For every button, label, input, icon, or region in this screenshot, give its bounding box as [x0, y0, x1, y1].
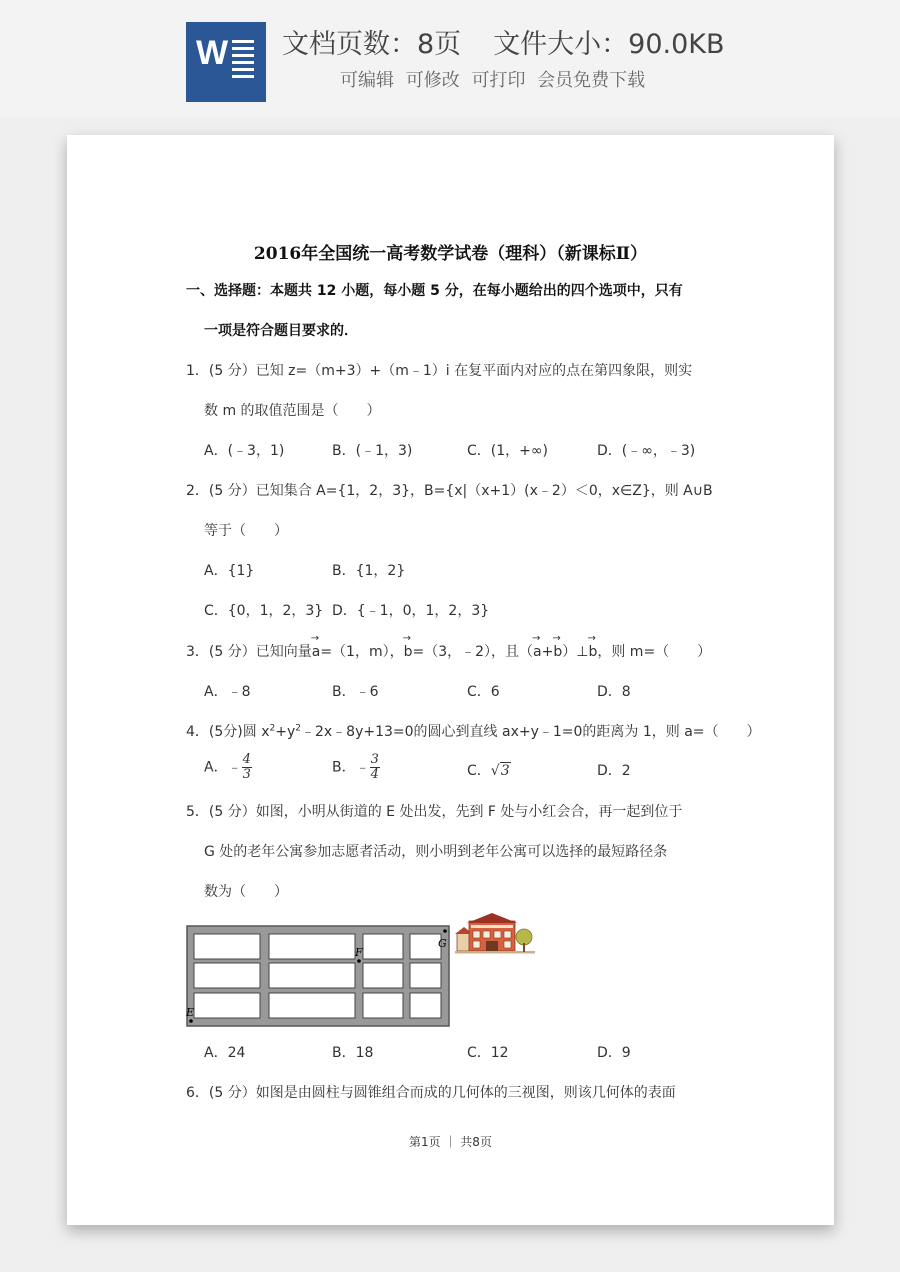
option-prefix: A．﹣ [204, 759, 242, 776]
logo-lines [232, 40, 254, 82]
question-1-option-b: B．(﹣1，3) [332, 443, 413, 459]
file-size: 文件大小：90.0KB [493, 29, 725, 60]
street-grid-figure [186, 925, 450, 1027]
document-page [67, 135, 834, 1225]
vector-a: → a [312, 644, 321, 660]
question-3-close: ）⊥ [562, 644, 589, 660]
question-2-option-c: C．{0，1，2，3} [204, 603, 324, 619]
radicand: 3 [500, 763, 510, 779]
square-root: √3 [490, 763, 510, 779]
label-e: E [186, 1006, 195, 1019]
header-banner [0, 0, 900, 118]
question-2-option-d: D．{﹣1，0，1，2，3} [332, 603, 490, 619]
question-4-text-3: ﹣2x﹣8y+13=0的圆心到直线 ax+y﹣1=0的距离为 1，则 a=（ ） [300, 724, 761, 740]
label-f: F [355, 946, 363, 959]
question-2-option-b: B．{1，2} [332, 563, 406, 579]
page-count: 文档页数：8页 [282, 29, 462, 60]
question-1-option-a: A．(﹣3，1) [204, 443, 285, 459]
question-3-plus: + [541, 644, 554, 660]
numerator: 3 [370, 752, 379, 767]
exponent: 2 [295, 723, 301, 734]
document-title: 2016年全国统一高考数学试卷（理科）（新课标Ⅱ） [253, 244, 648, 264]
question-5-option-a: A．24 [204, 1045, 246, 1061]
option-prefix: C． [467, 763, 491, 779]
question-1-option-c: C．(1，+∞) [467, 443, 548, 459]
point-f [357, 959, 361, 963]
question-4-option-d: D．2 [597, 763, 631, 779]
question-2-line1: 2．(5 分）已知集合 A={1，2，3}，B={x|（x+1）(x﹣2）＜0，x∈Z}，则 A∪B [186, 483, 713, 499]
denominator: 3 [242, 767, 251, 782]
question-3-a-def: =（1，m）， [320, 644, 404, 660]
question-5-line1: 5．(5 分）如图，小明从街道的 E 处出发，先到 F 处与小红会合，再一起到位于 [186, 804, 683, 820]
question-1-line1: 1．(5 分）已知 z=（m+3）+（m﹣1）i 在复平面内对应的点在第四象限，则实 [186, 363, 693, 379]
question-3-b-def: =（3，﹣2），且（ [412, 644, 534, 660]
question-4-option-a [204, 753, 252, 782]
question-2-option-a: A．{1} [204, 563, 255, 579]
apartment-house-icon [455, 913, 535, 959]
features-line: 可编辑 可修改 可打印 会员免费下载 [340, 70, 646, 91]
vector-b: → b [553, 644, 562, 660]
vector-b: → b [404, 644, 413, 660]
question-3-option-b: B．﹣6 [332, 684, 379, 700]
question-4-text-2: +y [275, 724, 296, 740]
question-5-option-c: C．12 [467, 1045, 509, 1061]
question-1-option-d: D．(﹣∞，﹣3) [597, 443, 696, 459]
numerator: 4 [242, 752, 251, 767]
fraction [242, 753, 252, 782]
question-3-option-c: C．6 [467, 684, 500, 700]
exponent: 2 [269, 723, 276, 734]
question-5-option-d: D．9 [597, 1045, 631, 1061]
question-3-line1 [186, 641, 711, 661]
question-1-line2: 数 m 的取值范围是（ ） [204, 403, 381, 419]
question-5-line2: G 处的老年公寓参加志愿者活动，则小明到老年公寓可以选择的最短路径条 [204, 844, 668, 860]
page-footer: 第1页 ｜ 共8页 [409, 1135, 492, 1149]
label-g: G [438, 937, 447, 950]
option-prefix: B．﹣ [332, 759, 370, 776]
point-e [189, 1019, 193, 1023]
question-5-line3: 数为（ ） [204, 884, 288, 900]
logo-letter: W [196, 34, 229, 72]
vector-b: → b [588, 644, 597, 660]
question-3-option-d: D．8 [597, 684, 631, 700]
question-4-option-b [332, 753, 380, 782]
question-2-line2: 等于（ ） [204, 523, 288, 539]
question-4-line1 [186, 721, 761, 741]
question-3-suffix: ，则 m=（ ） [597, 644, 712, 660]
point-g [443, 929, 447, 933]
vector-a: → a [533, 644, 542, 660]
word-document-icon [186, 22, 266, 102]
question-5-option-b: B．18 [332, 1045, 374, 1061]
fraction [370, 753, 380, 782]
question-6-line1: 6．(5 分）如图是由圆柱与圆锥组合而成的几何体的三视图，则该几何体的表面 [186, 1085, 676, 1101]
question-3-option-a: A．﹣8 [204, 684, 251, 700]
question-4-text-1: 4．(5分)圆 x [186, 724, 270, 740]
denominator: 4 [370, 767, 379, 782]
section-heading-line2: 一项是符合题目要求的． [204, 323, 358, 339]
question-4-option-c [467, 760, 511, 780]
document-stats [282, 22, 725, 61]
question-3-prefix: 3．(5 分）已知向量 [186, 644, 312, 660]
section-heading-line1: 一、选择题：本题共 12 小题，每小题 5 分，在每小题给出的四个选项中，只有 [186, 283, 683, 299]
